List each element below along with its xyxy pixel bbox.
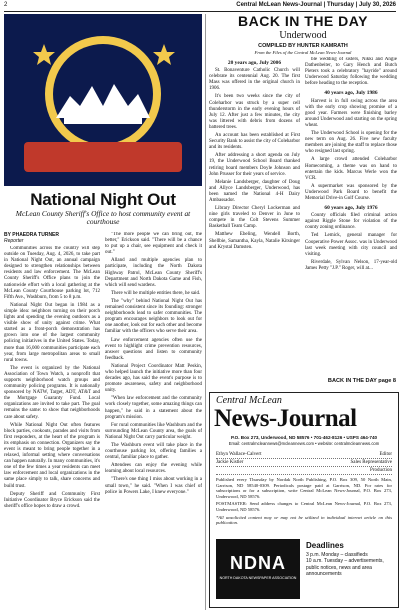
staff-row: [216, 451, 392, 459]
compiler-line: COMPILED BY HUNTER KAMRATH: [258, 43, 348, 49]
paragraph: County officials filed criminal action against Riggle Stone for violation of the county zoning ordinance.: [305, 213, 397, 231]
staff-name: Ethyn Wallace-Calvert: [216, 452, 262, 457]
fine-print-para: Published every Thursday by Nordak North Publishing, P.O. Box 309, 50 North Main, Garrison, ND 58540-0309. Periodicals postage paid at Garrison, ND. For rates for subscriptions or for a subscription, write Central McLean News-Journal, P.O. Box 273, Underwood, ND 58576.: [216, 477, 392, 499]
headline: National Night Out: [30, 190, 176, 209]
paragraph: While National Night Out often features block parties, cookouts, parades and visits from first responders, at the heart of the program is its emphasis on connection. Organizers say the event is meant to bring people together in a relaxed, informal setting where conversations can happen naturally. In many communities, it's one of the few times a year residents can meet law enforcement and local organizations in the same place simply to talk, share concerns and build trust.: [4, 422, 100, 489]
ndna-text: NDNA: [230, 553, 286, 573]
paragraph: "When law enforcement and the community work closely together, some amazing things can happen," he said in a statement about the program's mission.: [105, 396, 202, 420]
staff-row: [216, 467, 392, 475]
paragraph: "The more people we can bring out, the better," Erickson said. "There will be a chance to put up a chair, see equipment and check it out.": [105, 232, 202, 256]
staff-name: Jackie Kistler: [216, 460, 244, 465]
deadlines-title: Deadlines: [306, 541, 344, 550]
staff-list: [216, 451, 392, 475]
paragraph: "There's one thing I miss about working in a small town," he said. "When I was chief of police in Powers Lake, I knew everyone.": [105, 477, 202, 495]
section-title: BACK IN THE DAY: [238, 13, 368, 29]
paragraph: The "why" behind National Night Out has remained consistent since its founding: stronger neighborhoods lead to safer communities. The program encourages neighbors to look out for one another, look out for each other and become familiar with the officers who serve their area.: [105, 298, 202, 335]
paragraph: St. Bonaventure Catholic Church will celebrate its centennial Aug. 20. The first Mass was offered in the original church in 1906.: [209, 68, 300, 92]
paragraph: Attendees can enjoy the evening while learning about local resources.: [105, 463, 202, 475]
page-header: [0, 2, 400, 10]
paragraph: The Underwood School is opening for the new term on Aug. 26. Five new faculty members are joining the staff to replace those who resigned last spring.: [305, 131, 397, 155]
back-in-the-day-col1: [209, 57, 300, 389]
left-story-col2: [105, 232, 202, 608]
staff-role: Production: [370, 468, 392, 473]
paragraph: It's been two weeks since the city of Coleharbor was struck by a super cell thunderstorm in the early evening hours of July 12. After just a few minutes, the city was littered with debris from dozens of battered trees.: [209, 94, 300, 130]
paragraph: Law enforcement agencies often use the event to highlight crime prevention resources, answer questions and listen to community feedback.: [105, 337, 202, 361]
paragraph: National Night Out began in 1984 as a simple idea: neighbors turning on their porch lights and spending the evening outdoors as a visible show of unity against crime. What started as a front-porch demonstration has grown into one of the largest community policing initiatives in the United States. Today, more than 16,000 communities participate each year, from large metropolitan areas to small rural towns.: [4, 302, 100, 363]
fine-print-para: *All unsolicited content may or may not be utilized in individual internet article on this publication.: [216, 514, 392, 526]
paragraph: An account has been established at First Security Bank to assist the city of Coleharbor and its residents.: [209, 133, 300, 151]
paragraph: National Project Coordinator Matt Peskin, who helped launch the initiative more than four decades ago, has said the event's purpose is to promote awareness, safety and neighborhood unity.: [105, 363, 202, 394]
paragraph: After addressing a short agenda on July 19, the Underwood School Board thanked retiring board members Doyle Johnson and John Prusser for their years of service.: [209, 153, 300, 177]
national-night-out-logo: [4, 14, 202, 186]
staff-row: [216, 459, 392, 467]
paragraph: Matthew Ebeling, Wendell Borth, Shellbie, Samantha, Kayla, Natalie Kitsinger and Krystal Damsten.: [209, 232, 300, 250]
continued-jump: BACK IN THE DAY page 8: [327, 378, 396, 384]
paragraph: Ted Lemick, general manager for Cooperative Power Assoc. was in Underwood last week meeting with city council and visiting.: [305, 233, 397, 257]
paragraph: There will be multiple entities there, he said.: [111, 290, 201, 296]
paragraph: Library Director Cheryl Lockerman and nine girls traveled to Denver in June to compete in the Colt Stevens Summer Basketball Team Camp.: [209, 206, 300, 230]
header-rule: [4, 11, 396, 12]
compiler-note: From the Files of the Central McLean News-Journal: [254, 50, 352, 55]
byline: BY PHAEDRA TURNER: [4, 232, 60, 238]
publication-line: Central McLean News-Journal | Thursday | July 30, 2026: [236, 2, 396, 8]
masthead-name: News-Journal: [214, 405, 357, 432]
era-subhead: 60 years ago, July 1976: [324, 205, 378, 212]
paragraph: Melanie Landsberger, daughter of Doug and Allyce Landsberger, Underwood, has been named the National 4-H Dairy Ambassador.: [209, 179, 300, 203]
deadlines-text: 3 p.m. Monday – classifieds 10 a.m. Tuesday – advertisements, public notices, news and area announcements: [306, 552, 384, 578]
paragraph: A large crowd attended Coleharbor Homecoming, a theme was on hand to entertain the kids. Marcus Werle won the VCR.: [305, 157, 397, 181]
paragraph: The event is organized by the National Association of Town Watch, a nonprofit that supports neighborhood watch groups and community policing programs. It is nationally sponsored by NATW, Target, ADT, AT&T and the Mortgage Guaranty Fund. Local organizations are invited to take part. The goal remains the same: to show that neighborhoods care about safety.: [4, 365, 100, 420]
paragraph: Deputy Sheriff and Community First Initiative Coordinator Bryce Erickson said the sheriff's office hopes to draw a crowd.: [4, 491, 100, 509]
section-subtitle: Underwood: [279, 30, 327, 41]
paragraph: The Washburn event will take place in the courthouse parking lot, offering families a central, familiar place to gather.: [105, 443, 202, 461]
fine-print: [216, 477, 392, 526]
paragraph: Harvest is in full swing across the area with the early crop showing promise of a good year. Farmers were finishing barley around Underwood and starting on the spring wheat.: [305, 98, 397, 128]
paragraph: Riverdale, Sylvan Nelson, 17-year-old James Petty "J.P." Roger, will at...: [305, 259, 397, 271]
paragraph: Alland and multiple agencies plan to participate, including the North Dakota Highway Patrol, McLean County Sheriff's Department and North Dakota Game and Fish, which will send wardens.: [105, 258, 202, 288]
paragraph: Communities across the country will step outside on Tuesday, Aug. 4, 2026, to take part in National Night Out, an annual campaign designed to strengthen relationships between residents and law enforcement. The McLean County Sheriff's Office plans to join the nationwide effort with a local gathering at the McLean County Courthouse parking lot, 712 Fifth Ave., Washburn, from 5 to 8 p.m.: [4, 246, 100, 300]
staff-role: Editor: [379, 452, 392, 457]
paragraph: For rural communities like Washburn and the surrounding McLean County area, the goals of National Night Out carry particular weight.: [105, 422, 202, 440]
masthead-box: [209, 392, 399, 608]
byline-role: Reporter: [4, 238, 24, 244]
subheadline: McLean County Sheriff's Office to host community event at courthouse: [15, 209, 191, 227]
ndna-logo: [216, 539, 300, 599]
left-story-col1: [4, 246, 100, 608]
staff-role: Sales Representative: [350, 460, 392, 465]
column-divider: [205, 14, 206, 610]
deadlines-block: [306, 541, 394, 578]
page-number: 2: [4, 2, 8, 8]
masthead-top: Central McLean: [216, 395, 282, 406]
paragraph: ble wedding of sisters, Nikki and Angie Dathenbeiter, to Gary Hench and Butch Pieters took a celebratory "hayride" around Underwood Saturday following the wedding before heading to the reception.: [305, 57, 397, 87]
masthead-email: Email: centralmcleannews@mcleannews.com • website: centralmcleannews.com: [228, 441, 380, 446]
era-subhead: 40 years ago, July 1986: [324, 90, 378, 97]
back-in-the-day-col2: [305, 57, 397, 375]
era-subhead: 20 years ago, July 2006: [227, 60, 282, 66]
paragraph: A supermarket was sponsored by the Underwood Park Board to benefit the Memorial Drive-in Golf Course.: [305, 183, 397, 201]
masthead-address: P.O. Box 273, Underwood, ND 58576 • 701-462-8126 • USPS 464-740: [230, 435, 378, 440]
ndna-subtext: NORTH DAKOTA NEWSPAPER ASSOCIATION: [219, 576, 297, 580]
fine-print-para: POSTMASTER: Send address changes to Central McLean News-Journal, P.O. Box 273, Underwood, ND 58576.: [216, 501, 392, 512]
logo-art: [4, 14, 202, 186]
